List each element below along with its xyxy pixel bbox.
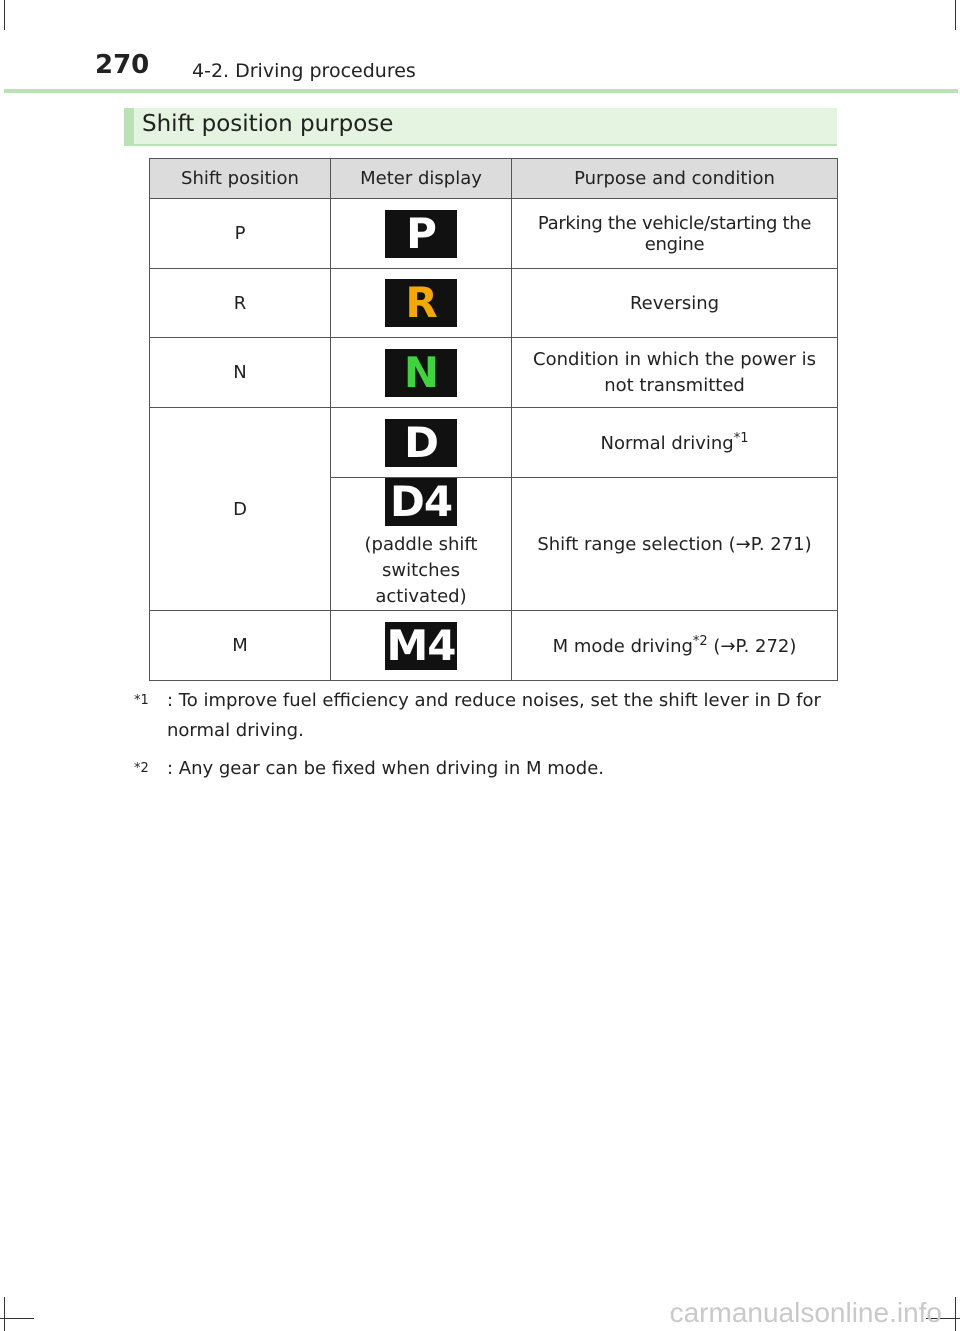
crop-mark bbox=[0, 1318, 34, 1319]
column-header: Shift position bbox=[150, 159, 331, 199]
purpose-text: M mode driving bbox=[552, 636, 693, 657]
purpose-cell bbox=[512, 408, 838, 478]
shift-position-cell: R bbox=[150, 269, 331, 338]
meter-display-cell bbox=[331, 338, 512, 408]
watermark: carmanualsonline.info bbox=[669, 1297, 942, 1328]
crop-mark bbox=[955, 1297, 956, 1331]
section-path: 4-2. Driving procedures bbox=[192, 60, 416, 82]
footnote-text: : To improve fuel efficiency and reduce noises, set the shift lever in D for normal driving. bbox=[167, 690, 821, 741]
meter-display-m4: M4 bbox=[386, 620, 456, 670]
footnote bbox=[134, 754, 834, 784]
meter-display-n: N bbox=[385, 349, 457, 397]
table-row bbox=[150, 269, 838, 338]
meter-display-p: P bbox=[385, 210, 457, 258]
shift-position-cell: P bbox=[150, 199, 331, 269]
page-number: 270 bbox=[95, 50, 150, 80]
meter-display-d4: D4 bbox=[385, 478, 457, 526]
purpose-cell: Shift range selection (→P. 271) bbox=[512, 478, 838, 611]
crop-mark bbox=[4, 1297, 5, 1331]
purpose-cell: Parking the vehicle/starting the engine bbox=[512, 199, 838, 269]
footnotes bbox=[134, 686, 834, 792]
table-row bbox=[150, 199, 838, 269]
section-title-band bbox=[124, 108, 837, 146]
page-header bbox=[0, 0, 960, 100]
table-row bbox=[150, 338, 838, 408]
shift-position-cell: M bbox=[150, 611, 331, 681]
header-rule bbox=[4, 89, 958, 93]
shift-position-table bbox=[149, 158, 838, 681]
purpose-text: Condition in which the power is not transmitted bbox=[533, 348, 816, 396]
section-title: Shift position purpose bbox=[142, 111, 394, 137]
table-header-row bbox=[150, 159, 838, 199]
footnote bbox=[134, 686, 834, 746]
table-row bbox=[150, 611, 838, 681]
meter-display-r: R bbox=[385, 279, 457, 327]
purpose-text: Normal driving bbox=[600, 433, 734, 454]
meter-display-cell bbox=[331, 408, 512, 478]
meter-display-cell bbox=[331, 478, 512, 611]
meter-display-note: (paddle shift switches activated) bbox=[364, 534, 478, 607]
page-reference: (→P. 272) bbox=[707, 636, 797, 657]
shift-position-cell: N bbox=[150, 338, 331, 408]
column-header: Meter display bbox=[331, 159, 512, 199]
footnote-ref: *1 bbox=[733, 431, 749, 446]
purpose-cell bbox=[512, 338, 838, 408]
meter-display-cell bbox=[331, 611, 512, 681]
footnote-text: : Any gear can be fixed when driving in M mode. bbox=[167, 758, 604, 779]
purpose-cell: Reversing bbox=[512, 269, 838, 338]
column-header: Purpose and condition bbox=[512, 159, 838, 199]
meter-display-cell bbox=[331, 269, 512, 338]
table-row bbox=[150, 408, 838, 478]
meter-display-cell bbox=[331, 199, 512, 269]
shift-position-cell: D bbox=[150, 408, 331, 611]
footnote-mark: *2 bbox=[134, 761, 149, 776]
footnote-mark: *1 bbox=[134, 693, 149, 708]
meter-display-d: D bbox=[385, 419, 457, 467]
footnote-ref: *2 bbox=[692, 634, 708, 649]
purpose-cell bbox=[512, 611, 838, 681]
